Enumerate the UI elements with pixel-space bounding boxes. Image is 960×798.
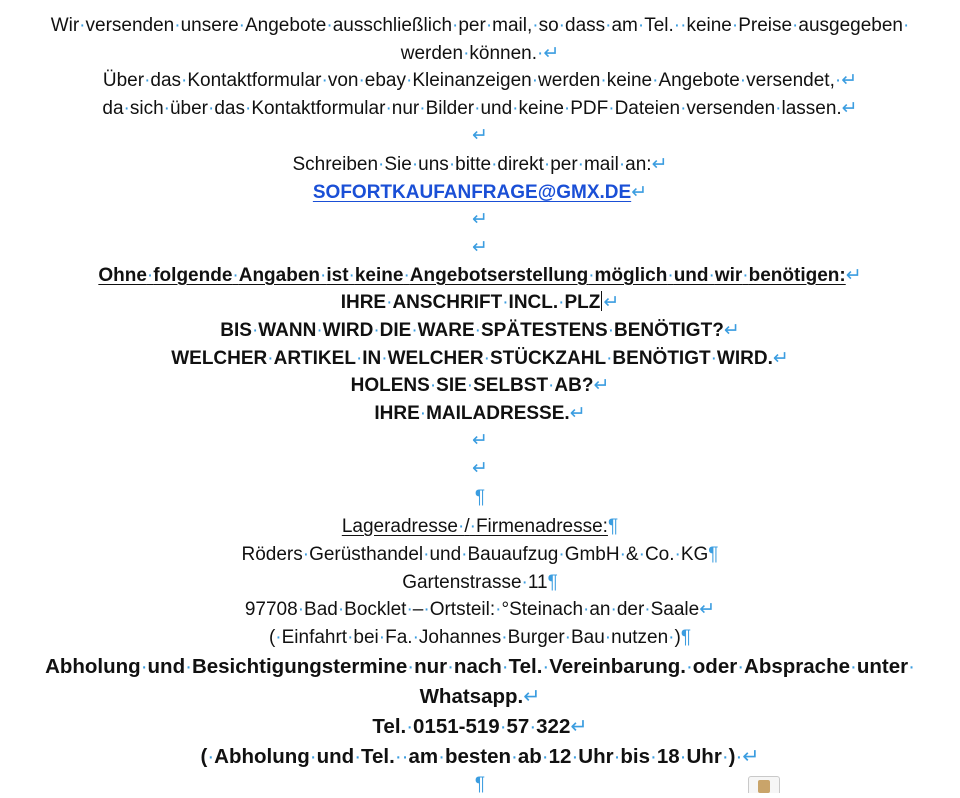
empty-line — [10, 207, 950, 233]
intro-line-4 — [10, 96, 950, 122]
pickup-phone-line — [10, 712, 950, 742]
empty-paragraph — [10, 485, 950, 511]
pickup-line-2 — [10, 682, 950, 712]
line-break-mark: ↵ — [570, 715, 588, 738]
intro-line-3 — [10, 68, 950, 94]
paste-options-icon[interactable] — [748, 776, 780, 793]
intro-line-1 — [10, 13, 950, 39]
pickup-phone: Tel.·0151-519·57·322 — [372, 715, 571, 738]
paragraph-mark: ¶ — [607, 516, 619, 537]
line-break-mark: ↵ — [472, 458, 488, 479]
requirement-text: WELCHER·ARTIKEL·IN·WELCHER·STÜCKZAHL·BENÖTIGT·WIRD. — [171, 348, 773, 369]
pickup-hours: (·Abholung·und·Tel.··am·besten·ab·12·Uhr·bis·18·Uhr·)· — [200, 745, 743, 768]
requirements-heading-line — [10, 263, 950, 289]
contact-prompt: Schreiben·Sie·uns·bitte·direkt·per·mail·an: — [292, 154, 652, 175]
line-break-mark: ↵ — [841, 98, 858, 119]
address-street: Gartenstrasse·11 — [402, 572, 548, 593]
line-break-mark: ↵ — [742, 745, 760, 768]
line-break-mark: ↵ — [603, 292, 620, 313]
intro-text-3: Über·das·Kontaktformular·von·ebay·Kleinanzeigen·werden·keine·Angebote·versendet,· — [102, 70, 842, 91]
empty-paragraph — [10, 772, 950, 798]
line-break-mark: ↵ — [472, 237, 488, 258]
line-break-mark: ↵ — [472, 209, 488, 230]
empty-line — [10, 235, 950, 261]
requirement-item — [10, 290, 950, 316]
contact-prompt-line — [10, 152, 950, 178]
line-break-mark: ↵ — [651, 154, 668, 175]
pickup-text-1: Abholung·und·Besichtigungstermine·nur·nach·Tel.·Vereinbarung.·oder·Absprache·unter· — [45, 655, 915, 678]
pickup-hours-line — [10, 742, 950, 772]
intro-line-2 — [10, 41, 950, 67]
line-break-mark: ↵ — [841, 70, 858, 91]
line-break-mark: ↵ — [723, 320, 740, 341]
requirement-item — [10, 318, 950, 344]
line-break-mark: ↵ — [569, 403, 586, 424]
paragraph-mark: ¶ — [474, 774, 486, 795]
line-break-mark: ↵ — [543, 43, 560, 64]
requirement-text: BIS·WANN·WIRD·DIE·WARE·SPÄTESTENS·BENÖTIGT? — [220, 320, 724, 341]
address-note-line — [10, 625, 950, 651]
paragraph-mark: ¶ — [708, 544, 719, 565]
requirement-item — [10, 346, 950, 372]
line-break-mark: ↵ — [845, 265, 862, 286]
pickup-text-2: Whatsapp. — [419, 685, 524, 708]
requirement-item — [10, 401, 950, 427]
requirement-text: IHRE·MAILADRESSE. — [374, 403, 570, 424]
paragraph-mark: ¶ — [547, 572, 558, 593]
clipboard-icon — [758, 780, 770, 793]
pickup-line-1 — [10, 652, 950, 682]
address-company: Röders·Gerüsthandel·und·Bauaufzug·GmbH·&·Co.·KG — [241, 544, 709, 565]
line-break-mark: ↵ — [699, 599, 716, 620]
line-break-mark: ↵ — [631, 182, 648, 203]
empty-line — [10, 456, 950, 482]
requirement-text: HOLENS·SIE·SELBST·AB? — [350, 375, 594, 396]
contact-email-line — [10, 180, 950, 206]
requirement-item — [10, 373, 950, 399]
address-heading: Lageradresse·/·Firmenadresse: — [341, 516, 608, 537]
email-link[interactable]: SOFORTKAUFANFRAGE@GMX.DE — [312, 182, 632, 203]
address-heading-line — [10, 514, 950, 540]
address-company-line — [10, 542, 950, 568]
line-break-mark: ↵ — [593, 375, 610, 396]
requirement-text: IHRE·ANSCHRIFT·INCL.·PLZ — [340, 292, 601, 313]
paragraph-mark: ¶ — [474, 487, 486, 508]
line-break-mark: ↵ — [472, 430, 488, 451]
line-break-mark: ↵ — [472, 125, 488, 146]
empty-line — [10, 428, 950, 454]
line-break-mark: ↵ — [523, 685, 541, 708]
line-break-mark: ↵ — [772, 348, 789, 369]
intro-text-1: Wir·versenden·unsere·Angebote·ausschließlich·per·mail,·so·dass·am·Tel.··keine·Preise·ausgegeben· — [50, 15, 910, 36]
address-city: 97708·Bad·Bocklet·–·Ortsteil:·°Steinach·an·der·Saale — [244, 599, 700, 620]
address-street-line — [10, 570, 950, 596]
empty-line — [10, 123, 950, 149]
intro-text-4: da·sich·über·das·Kontaktformular·nur·Bilder·und·keine·PDF·Dateien·versenden·lassen. — [102, 98, 842, 119]
requirements-heading: Ohne·folgende·Angaben·ist·keine·Angebotserstellung·möglich·und·wir·benötigen: — [98, 265, 846, 286]
intro-text-2: werden·können.· — [400, 43, 544, 64]
address-city-line — [10, 597, 950, 623]
address-note: (·Einfahrt·bei·Fa.·Johannes·Burger·Bau·nutzen·) — [268, 627, 681, 648]
paragraph-mark: ¶ — [680, 627, 692, 648]
